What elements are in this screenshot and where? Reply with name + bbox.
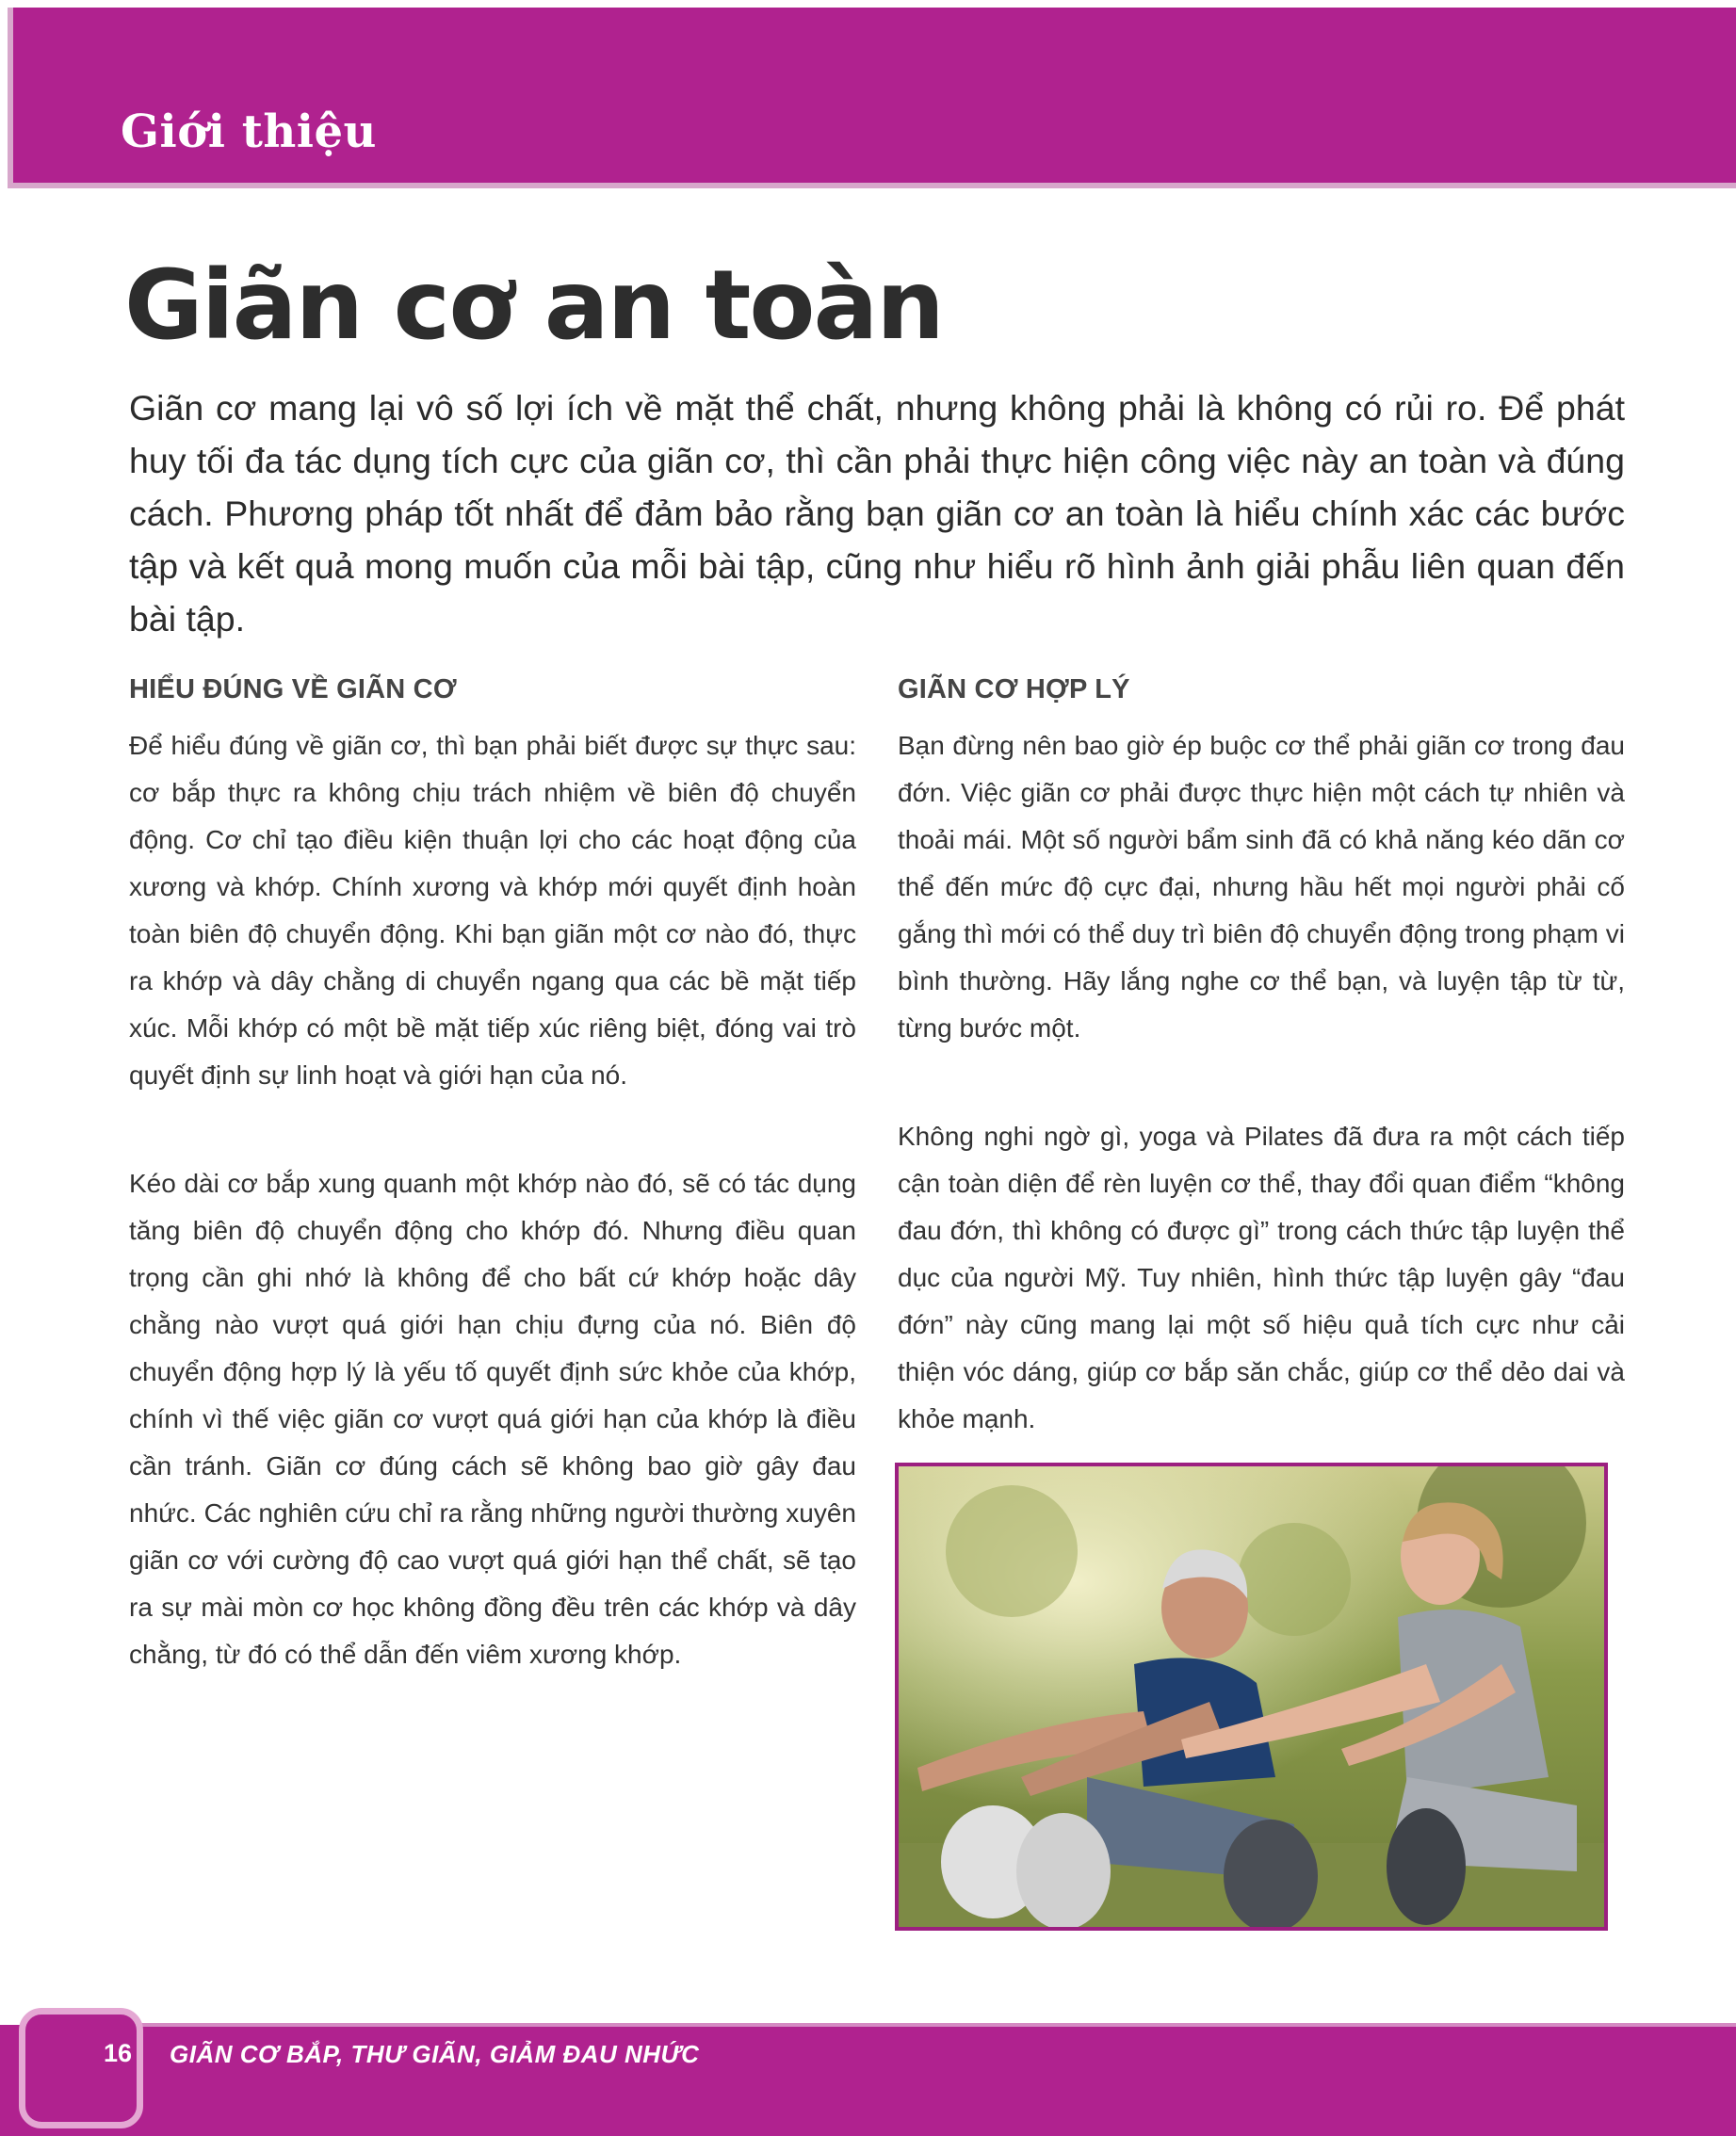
- header-bar: [8, 8, 1736, 188]
- right-paragraph-2: Không nghi ngờ gì, yoga và Pilates đã đưa ra một cách tiếp cận toàn diện để rèn luyện cơ thể, thay đổi quan điểm “không đau đớn, thì không có được gì” trong cách thức tập luyện thể dục của người Mỹ. Tuy nhiên, hình thức tập luyện gây “đau đớn” này cũng mang lại một số hiệu quả tích cực như cải thiện vóc dáng, giúp cơ bắp săn chắc, giúp cơ thể dẻo dai và khỏe mạnh.: [898, 1122, 1625, 1433]
- right-paragraph-1: Bạn đừng nên bao giờ ép buộc cơ thể phải giãn cơ trong đau đớn. Việc giãn cơ phải được thực hiện một cách tự nhiên và thoải mái. Một số người bẩm sinh đã có khả năng kéo dãn cơ thể đến mức độ cực đại, nhưng hầu hết mọi người phải cố gắng thì mới có thể duy trì biên độ chuyển động trong phạm vi bình thường. Hãy lắng nghe cơ thể bạn, và luyện tập từ từ, từng bước một.: [898, 731, 1625, 1043]
- right-column: [898, 674, 1625, 1504]
- right-column-heading: GIÃN CƠ HỢP LÝ: [898, 674, 1130, 704]
- left-column: [129, 674, 856, 1740]
- left-paragraph-1: Để hiểu đúng về giãn cơ, thì bạn phải biết được sự thực sau: cơ bắp thực ra không chịu trách nhiệm về biên độ chuyển động. Cơ chỉ tạo điều kiện thuận lợi cho các hoạt động của xương và khớp. Chính xương và khớp mới quyết định hoàn toàn biên độ chuyển động. Khi bạn giãn một cơ nào đó, thực ra khớp và dây chằng di chuyển ngang qua các bề mặt tiếp xúc. Mỗi khớp có một bề mặt tiếp xúc riêng biệt, đóng vai trò quyết định sự linh hoạt và giới hạn của nó.: [129, 731, 856, 1090]
- page-number-tab: [19, 2008, 143, 2128]
- stretching-photo: [895, 1463, 1608, 1931]
- running-title: GIÃN CƠ BẮP, THƯ GIÃN, GIẢM ĐAU NHỨC: [170, 2040, 700, 2068]
- left-paragraph-2: Kéo dài cơ bắp xung quanh một khớp nào đó, sẽ có tác dụng tăng biên độ chuyển động cho khớp đó. Nhưng điều quan trọng cần ghi nhớ là không để cho bất cứ khớp hoặc dây chằng nào vượt quá giới hạn chịu đựng của nó. Biên độ chuyển động hợp lý là yếu tố quyết định sức khỏe của khớp, chính vì thế việc giãn cơ vượt quá giới hạn của khớp là điều cần tránh. Giãn cơ đúng cách sẽ không bao giờ gây đau nhức. Các nghiên cứu chỉ ra rằng những người thường xuyên giãn cơ với cường độ cao vượt quá giới hạn thể chất, sẽ tạo ra sự mài mòn cơ học không đồng đều trên các khớp và dây chằng, từ đó có thể dẫn đến viêm xương khớp.: [129, 1169, 856, 1669]
- header-band: [0, 0, 1736, 200]
- footer-bar: [132, 2023, 1736, 2123]
- page-number: 16: [104, 2039, 133, 2067]
- intro-paragraph: Giãn cơ mang lại vô số lợi ích về mặt thể chất, nhưng không phải là không có rủi ro. Để phát huy tối đa tác dụng tích cực của giãn cơ, thì cần phải thực hiện công việc này an toàn và đúng cách. Phương pháp tốt nhất để đảm bảo rằng bạn giãn cơ an toàn là hiểu chính xác các bước tập và kết quả mong muốn của mỗi bài tập, cũng như hiểu rõ hình ảnh giải phẫu liên quan đến bài tập.: [129, 388, 1625, 639]
- section-label: Giới thiệu: [121, 105, 377, 158]
- left-column-heading: HIỂU ĐÚNG VỀ GIÃN CƠ: [129, 674, 457, 704]
- page-title: Giãn cơ an toàn: [124, 250, 943, 362]
